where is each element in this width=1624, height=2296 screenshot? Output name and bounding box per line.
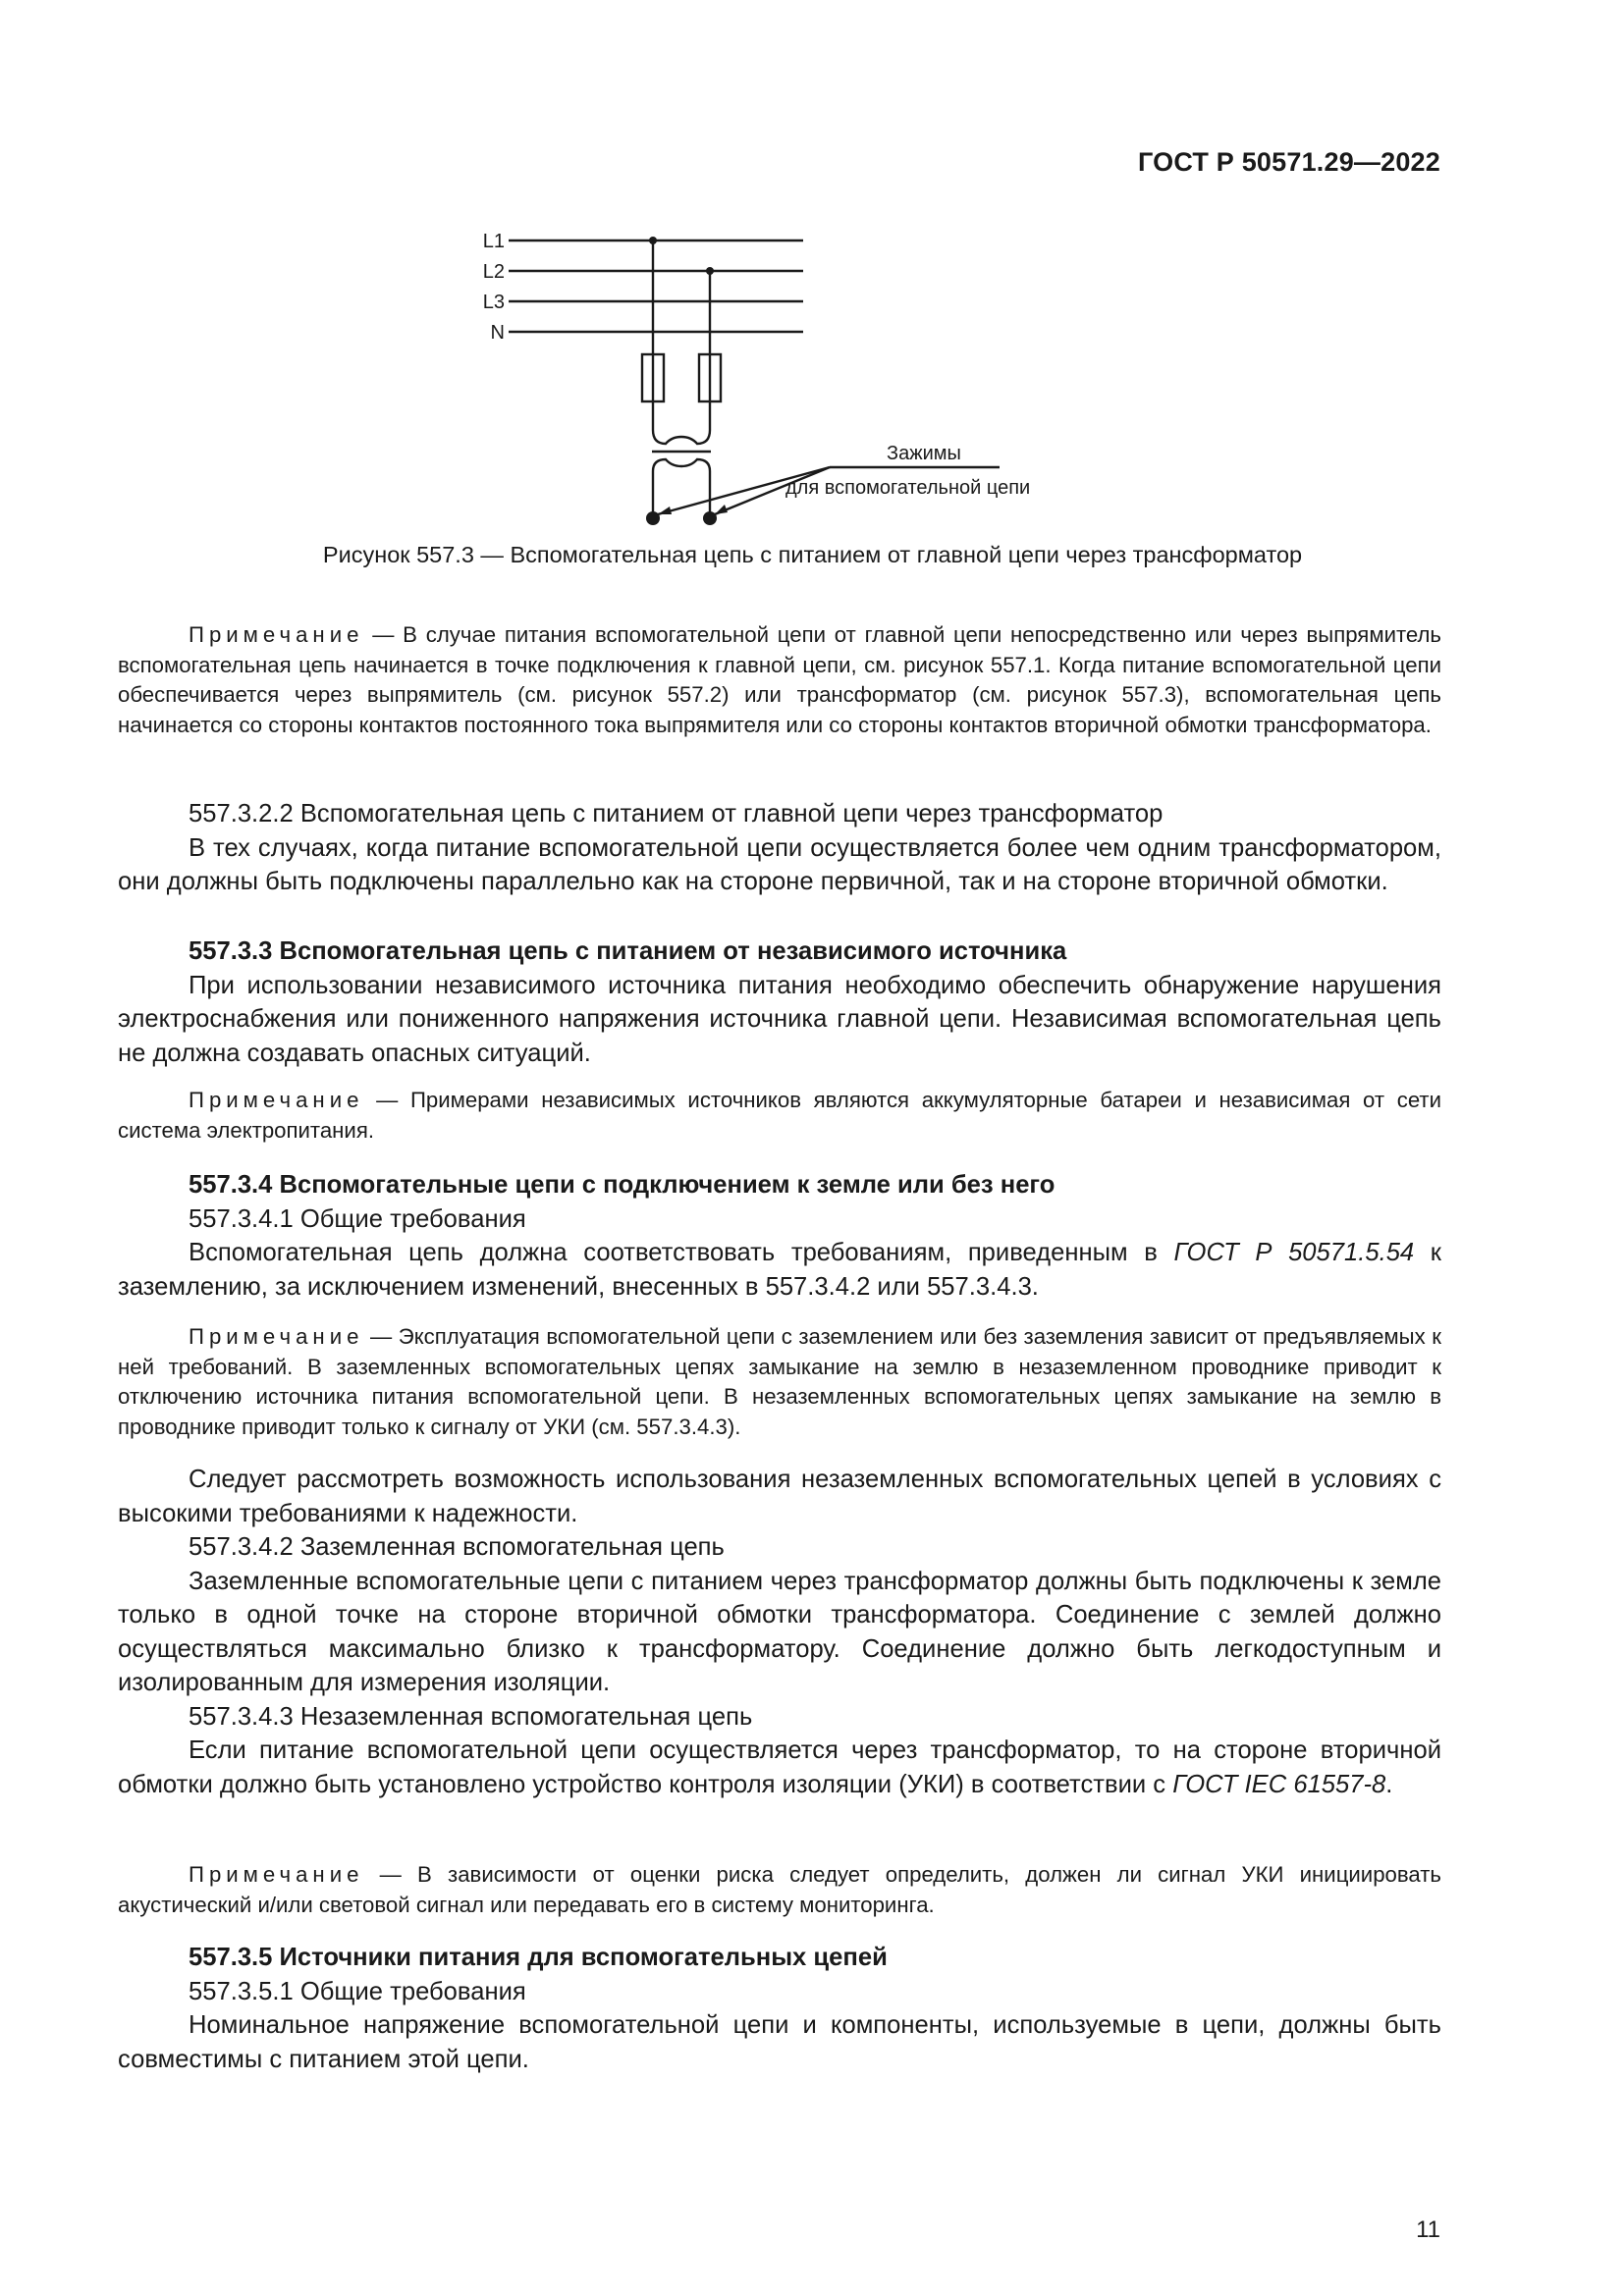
note-3: [118, 1322, 1441, 1442]
section-heading: 557.3.5 Источники питания для вспомогательных цепей: [189, 1944, 888, 1971]
note-1: [118, 620, 1441, 740]
paragraph-text: Следует рассмотреть возможность использования незаземленных вспомогательных цепей в условиях с высокими требованиями к надежности.: [118, 1466, 1441, 1527]
junction-l2: [706, 267, 714, 275]
label-n: N: [490, 322, 505, 344]
figure-557-3: [461, 224, 1090, 538]
subsection-heading: 557.3.4.3 Незаземленная вспомогательная цепь: [189, 1702, 753, 1731]
label-l2: L2: [482, 261, 505, 283]
subsection-heading: 557.3.4.2 Заземленная вспомогательная цепь: [189, 1533, 725, 1561]
section-heading: 557.3.3 Вспомогательная цепь с питанием от независимого источника: [189, 937, 1067, 965]
subsection-heading: 557.3.4.1 Общие требования: [189, 1204, 526, 1233]
section-557-3-5: [118, 1941, 1441, 2076]
terminal-1: [646, 511, 660, 525]
label-terminals: Зажимы: [887, 443, 961, 464]
label-l1: L1: [482, 231, 505, 252]
note-text: — В случае питания вспомогательной цепи от главной цепи непосредственно или через выпрямитель вспомогательная цепь начинается в точке подключения к главной цепи, см. рисунок 557.1. Когда питание вспомогательной цепи обеспечивается через выпрямитель (см. рисунок 557.2) или трансформатор (см. рисунок 557.3), вспомогательная цепь начинается со стороны контактов постоянного тока выпрямителя или со стороны контактов вторичной обмотки трансформатора.: [118, 622, 1441, 737]
transformer-circuit-diagram: [461, 224, 1090, 538]
section-heading: 557.3.2.2 Вспомогательная цепь с питанием от главной цепи через трансформатор: [189, 800, 1164, 828]
note-label: Примечание: [189, 1324, 364, 1349]
label-l3: L3: [482, 292, 505, 313]
section-557-3-4: [118, 1168, 1441, 1304]
standard-reference: ГОСТ IEC 61557-8: [1172, 1770, 1386, 1798]
document-header: ГОСТ Р 50571.29—2022: [1138, 147, 1440, 177]
figure-caption: Рисунок 557.3 — Вспомогательная цепь с питанием от главной цепи через трансформатор: [322, 542, 1303, 567]
subsection-text: Вспомогательная цепь должна соответствовать требованиям, приведенным в ГОСТ Р 50571.5.54 к заземлению, за исключением изменений, внесенных в 557.3.4.2 или 557.3.4.3.: [118, 1239, 1442, 1301]
subsection-text: Заземленные вспомогательные цепи с питанием через трансформатор должны быть подключены к земле только в одной точке на стороне вторичной обмотки трансформатора. Соединение с землей должно осуществляться максимально близко к трансформатору. Соединение должно быть легкодоступным и изолированным для измерения изоляции.: [118, 1567, 1441, 1696]
section-text: В тех случаях, когда питание вспомогательной цепи осуществляется более чем одним трансформатором, они должны быть подключены параллельно как на стороне первичной, так и на стороне вторичной обмотки.: [118, 833, 1441, 895]
subsection-text: Номинальное напряжение вспомогательной цепи и компоненты, используемые в цепи, должны быть совместимы с питанием этой цепи.: [118, 2011, 1441, 2073]
standard-reference: ГОСТ Р 50571.5.54: [1173, 1239, 1415, 1266]
page-number: 11: [1416, 2216, 1440, 2243]
note-label: Примечание: [189, 1862, 364, 1887]
label-aux-circuit: для вспомогательной цепи: [785, 477, 1031, 499]
note-label: Примечание: [189, 622, 364, 647]
subsection-text: Если питание вспомогательной цепи осуществляется через трансформатор, то на стороне вторичной обмотки должно быть установлено устройство контроля изоляции (УКИ) в соответствии с ГОСТ IEC 61557-8.: [118, 1736, 1441, 1798]
note-text: — Примерами независимых источников являются аккумуляторные батареи и независимая от сети система электропитания.: [118, 1088, 1441, 1143]
note-4: [118, 1860, 1441, 1920]
primary-winding: [653, 401, 710, 444]
section-557-3-2-2: [118, 797, 1441, 899]
arrowhead-2: [715, 505, 728, 514]
section-557-3-4-cont: [118, 1463, 1441, 1801]
section-heading: 557.3.4 Вспомогательные цепи с подключением к земле или без него: [189, 1171, 1056, 1199]
section-text: При использовании независимого источника питания необходимо обеспечить обнаружение нарушения электроснабжения или пониженного напряжения источника главной цепи. Независимая вспомогательная цепь не должна создавать опасных ситуаций.: [118, 971, 1441, 1067]
subsection-heading: 557.3.5.1 Общие требования: [189, 1977, 526, 2005]
note-text: — Эксплуатация вспомогательной цепи с заземлением или без заземления зависит от предъявляемых к ней требований. В заземленных вспомогательных цепях замыкание на землю в незаземленном проводнике приводит к отключению источника питания вспомогательной цепи. В незаземленных вспомогательных цепях замыкание на землю в проводнике приводит только к сигналу от УКИ (см. 557.3.4.3).: [118, 1324, 1441, 1439]
terminal-2: [703, 511, 717, 525]
junction-l1: [649, 237, 657, 244]
arrowhead-1: [658, 507, 672, 514]
note-label: Примечание: [189, 1088, 364, 1112]
note-text: — В зависимости от оценки риска следует определить, должен ли сигнал УКИ инициировать акустический и/или световой сигнал или передавать его в систему мониторинга.: [118, 1862, 1441, 1917]
note-2: [118, 1086, 1441, 1146]
section-557-3-3: [118, 934, 1441, 1070]
